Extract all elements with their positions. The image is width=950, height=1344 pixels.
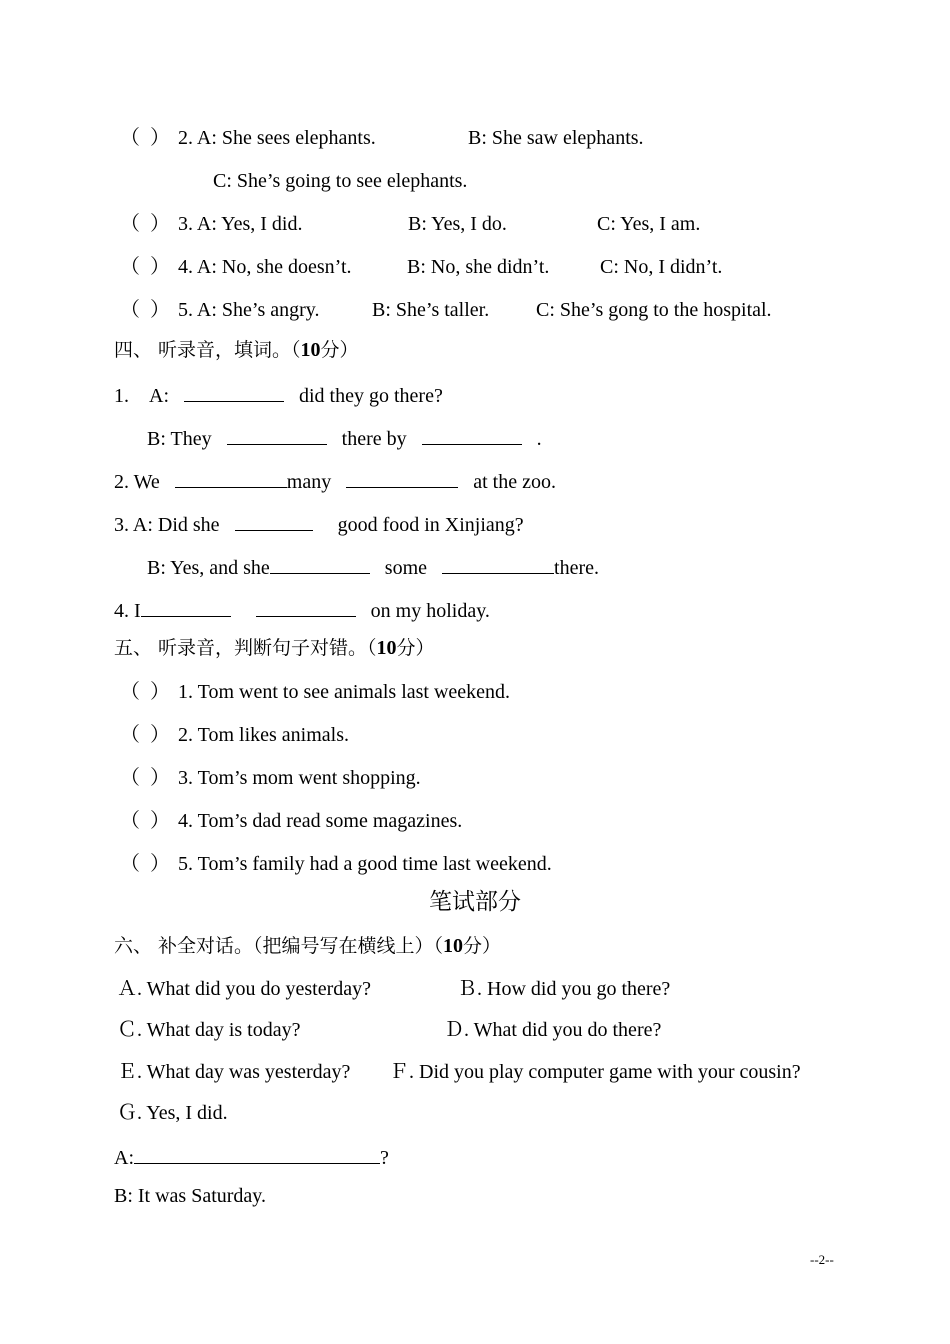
- fill-blank[interactable]: [270, 553, 370, 574]
- answer-parens[interactable]: （ ）: [120, 767, 170, 789]
- part3-q3-row: [120, 212, 302, 236]
- fill-blank[interactable]: [184, 381, 284, 402]
- part5-item: （ ） 3. Tom’s mom went shopping.: [120, 767, 421, 789]
- written-section-title: 笔试部分: [429, 889, 521, 915]
- part4-q3a: 3. A: Did she good food in Xinjiang?: [114, 510, 524, 537]
- fill-blank[interactable]: [227, 424, 327, 445]
- part4-q3b: B: Yes, and she some there.: [147, 553, 599, 580]
- fill-blank[interactable]: [442, 553, 554, 574]
- page-number: --2--: [810, 1252, 834, 1267]
- q4-option-a: 4. A: No, she doesn’t.: [178, 256, 352, 278]
- part5-item: （ ） 2. Tom likes animals.: [120, 724, 349, 746]
- answer-parens[interactable]: （ ）: [120, 299, 170, 321]
- q4-option-b: B: No, she didn’t.: [407, 256, 550, 278]
- q3-option-a: 3. A: Yes, I did.: [178, 213, 303, 235]
- fill-blank[interactable]: [422, 424, 522, 445]
- part6-heading: 六、 补全对话。（把编号写在横线上）（10分）: [114, 935, 502, 957]
- part5-heading: 五、 听录音，判断句子对错。（10分）: [114, 637, 435, 659]
- part3-q2-row: [120, 126, 376, 150]
- answer-parens[interactable]: （ ）: [120, 213, 170, 235]
- answer-parens[interactable]: （ ）: [120, 724, 170, 746]
- part4-q2: 2. We many at the zoo.: [114, 467, 556, 494]
- part4-q1a: 1. A: did they go there?: [114, 381, 443, 408]
- option-c: Ｃ. What day is today?: [117, 1019, 301, 1041]
- fill-blank[interactable]: [235, 510, 313, 531]
- part4-q4: 4. I on my holiday.: [114, 596, 490, 623]
- fill-blank[interactable]: [346, 467, 458, 488]
- q3-option-c: C: Yes, I am.: [597, 213, 701, 235]
- fill-blank[interactable]: [134, 1143, 380, 1164]
- part4-heading: 四、 听录音，填词。（10分）: [114, 339, 359, 361]
- dialogue-line-a: A: ?: [114, 1143, 389, 1170]
- option-b: Ｂ. How did you go there?: [457, 978, 671, 1000]
- part4-q1b: B: They there by .: [147, 424, 542, 451]
- answer-parens[interactable]: （ ）: [120, 681, 170, 703]
- fill-blank[interactable]: [141, 596, 231, 617]
- part5-item: （ ） 4. Tom’s dad read some magazines.: [120, 810, 463, 832]
- answer-parens[interactable]: （ ）: [120, 256, 170, 278]
- q2-option-b: B: She saw elephants.: [468, 127, 644, 149]
- part3-q4-row: [120, 255, 352, 279]
- q5-option-c: C: She’s gong to the hospital.: [536, 299, 772, 321]
- option-d: Ｄ. What did you do there?: [444, 1019, 662, 1041]
- q4-option-c: C: No, I didn’t.: [600, 256, 723, 278]
- fill-blank[interactable]: [256, 596, 356, 617]
- option-f: Ｆ. Did you play computer game with your cousin?: [389, 1061, 801, 1083]
- option-a: Ａ. What did you do yesterday?: [117, 978, 372, 1000]
- part5-item: （ ） 1. Tom went to see animals last weekend.: [120, 681, 511, 703]
- option-g: Ｇ. Yes, I did.: [117, 1102, 228, 1124]
- q5-option-b: B: She’s taller.: [372, 299, 490, 321]
- q2-option-c: C: She’s going to see elephants.: [213, 170, 468, 192]
- part3-q5-row: [120, 298, 319, 322]
- answer-parens[interactable]: （ ）: [120, 127, 170, 149]
- q2-option-a: 2. A: She sees elephants.: [178, 127, 376, 149]
- answer-parens[interactable]: （ ）: [120, 853, 170, 875]
- fill-blank[interactable]: [175, 467, 287, 488]
- option-e: Ｅ. What day was yesterday?: [117, 1061, 351, 1083]
- part5-item: （ ） 5. Tom’s family had a good time last weekend.: [120, 853, 552, 875]
- dialogue-line-b: B: It was Saturday.: [114, 1185, 267, 1207]
- answer-parens[interactable]: （ ）: [120, 810, 170, 832]
- q5-option-a: 5. A: She’s angry.: [178, 299, 320, 321]
- q3-option-b: B: Yes, I do.: [408, 213, 507, 235]
